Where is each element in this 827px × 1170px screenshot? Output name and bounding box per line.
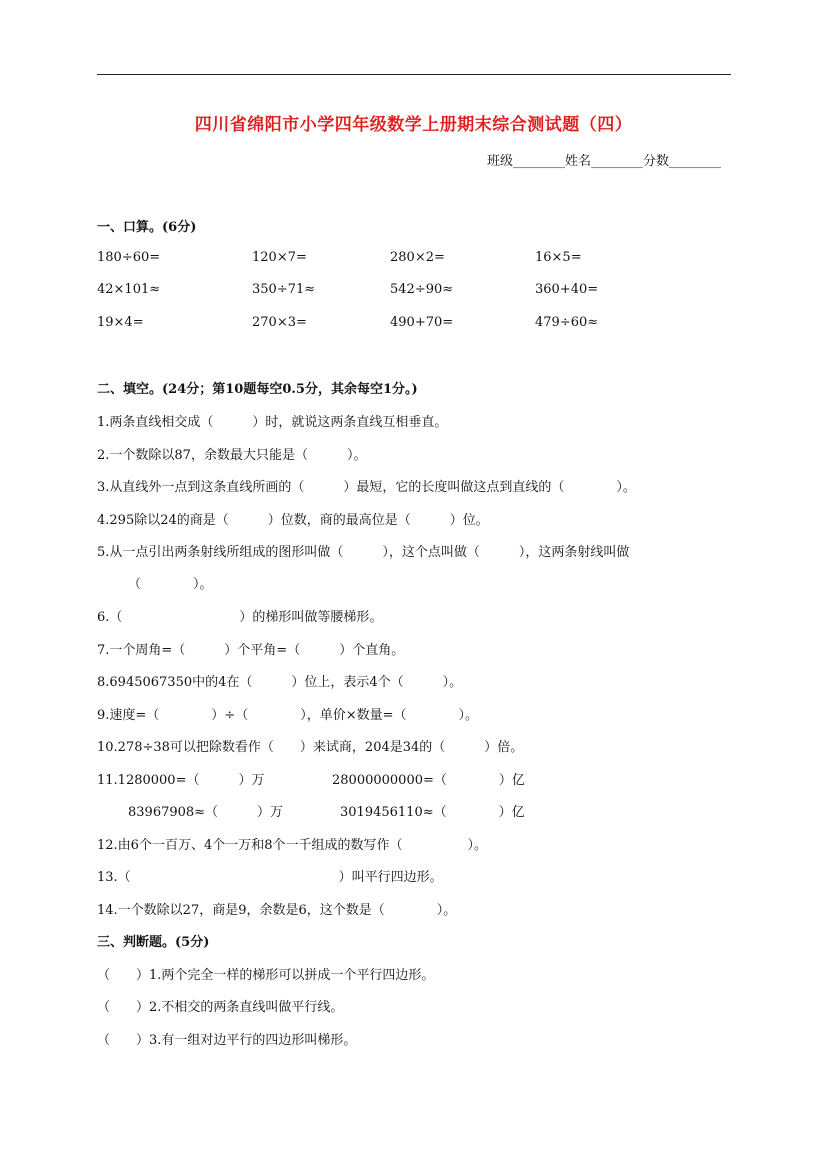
section-oral-heading: 一、口算。(6分) bbox=[97, 220, 197, 235]
fill-item-1: 1.两条直线相交成（ ）时，就说这两条直线互相垂直。 bbox=[97, 415, 448, 430]
oral-item: 280×2= bbox=[390, 250, 445, 265]
oral-item: 19×4= bbox=[97, 315, 144, 330]
fill-item-9: 9.速度=（ ）÷（ ），单价×数量=（ ）。 bbox=[97, 708, 478, 723]
fill-item-11a: 11.1280000=（ ）万 bbox=[97, 773, 265, 788]
oral-item: 16×5= bbox=[535, 250, 582, 265]
fill-item-5-cont: （ ）。 bbox=[128, 577, 213, 592]
oral-item: 350÷71≈ bbox=[252, 282, 316, 297]
oral-item: 479÷60≈ bbox=[535, 315, 599, 330]
fill-item-11b: 28000000000=（ ）亿 bbox=[332, 773, 525, 788]
fill-item-3: 3.从直线外一点到这条直线所画的（ ）最短，它的长度叫做这点到直线的（ ）。 bbox=[97, 480, 636, 495]
fill-item-11d: 3019456110≈（ ）亿 bbox=[340, 805, 525, 820]
oral-item: 180÷60= bbox=[97, 250, 161, 265]
oral-item: 270×3= bbox=[252, 315, 307, 330]
oral-item: 360+40= bbox=[535, 282, 599, 297]
fill-item-11c: 83967908≈（ ）万 bbox=[128, 805, 284, 820]
judge-item-1: （ ）1.两个完全一样的梯形可以拼成一个平行四边形。 bbox=[97, 968, 435, 983]
fill-item-6: 6.（ ）的梯形叫做等腰梯形。 bbox=[97, 610, 383, 625]
oral-item: 490+70= bbox=[390, 315, 454, 330]
fill-item-8: 8.6945067350中的4在（ ）位上，表示4个（ ）。 bbox=[97, 675, 463, 690]
oral-item: 42×101≈ bbox=[97, 282, 161, 297]
fill-item-14: 14.一个数除以27，商是9，余数是6，这个数是（ ）。 bbox=[97, 903, 457, 918]
oral-item: 120×7= bbox=[252, 250, 307, 265]
fill-item-10: 10.278÷38可以把除数看作（ ）来试商，204是34的（ ）倍。 bbox=[97, 740, 524, 755]
fill-item-4: 4.295除以24的商是（ ）位数，商的最高位是（ ）位。 bbox=[97, 513, 489, 528]
oral-item: 542÷90≈ bbox=[390, 282, 454, 297]
fill-item-13: 13.（ ）叫平行四边形。 bbox=[97, 870, 443, 885]
judge-item-3: （ ）3.有一组对边平行的四边形叫梯形。 bbox=[97, 1033, 357, 1048]
section-judge-heading: 三、判断题。(5分) bbox=[97, 935, 210, 950]
student-info-line: 班级________姓名________分数________ bbox=[486, 154, 721, 169]
fill-item-5: 5.从一点引出两条射线所组成的图形叫做（ ），这个点叫做（ ），这两条射线叫做 bbox=[97, 545, 630, 560]
fill-item-12: 12.由6个一百万、4个一万和8个一千组成的数写作（ ）。 bbox=[97, 838, 487, 853]
judge-item-2: （ ）2.不相交的两条直线叫做平行线。 bbox=[97, 1000, 344, 1015]
section-fill-heading: 二、填空。(24分；第10题每空0.5分，其余每空1分。) bbox=[97, 382, 418, 397]
top-rule bbox=[97, 74, 731, 75]
fill-item-2: 2.一个数除以87，余数最大只能是（ ）。 bbox=[97, 448, 367, 463]
fill-item-7: 7.一个周角=（ ）个平角=（ ）个直角。 bbox=[97, 643, 405, 658]
page-title: 四川省绵阳市小学四年级数学上册期末综合测试题（四） bbox=[194, 115, 633, 135]
